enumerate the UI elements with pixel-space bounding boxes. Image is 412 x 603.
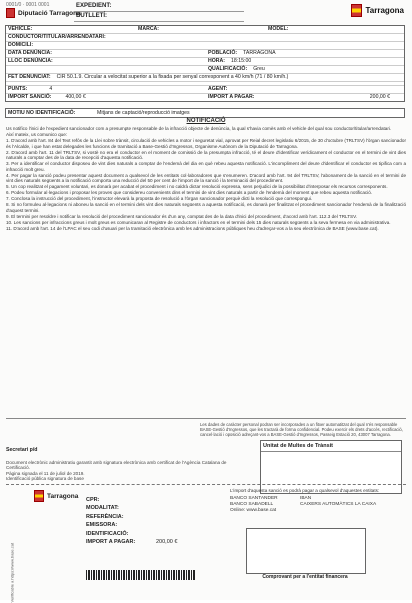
signature-line: Identificació pública signatura de base <box>6 476 84 481</box>
conductor-label: CONDUCTOR/TITULAR/ARRENDATARI: <box>8 34 106 40</box>
denuncia-form <box>5 25 405 102</box>
barcode <box>86 570 196 580</box>
cpr-label: CPR: <box>86 497 100 503</box>
payment-logo: Tarragona <box>34 490 78 502</box>
bank-entry: Online: www.base.cat <box>230 508 277 513</box>
bank-stamp-caption: Comprovant per a l'entitat financera <box>262 574 348 580</box>
identificacio-label: IDENTIFICACIÓ: <box>86 530 129 537</box>
bank-entry: CAIXERS AUTOMÀTICS LA CAIXA <box>300 502 377 507</box>
import-sancio-label: IMPORT SANCIÓ: <box>8 94 52 100</box>
import-pagar-label: IMPORT A PAGAR: <box>208 94 255 100</box>
data-row <box>6 50 404 58</box>
notificacio-paragraph: 4. Per pagar la sanció podeu presentar aquest document a qualsevol de les entitats col·laboradores que s'enumeren. D'acord amb l'art. 94 del TRLTSV, l'abonament de la sanció en el termini de vint dies naturals següents a la notificació comporta una reducció del 50 per cent de l'import de la sanció i la terminació del procediment. <box>6 172 406 183</box>
secretari-title: Secretari p/d <box>6 447 38 453</box>
notificacio-paragraph: 7. Conclosa la instrucció del procediment, l'instructor elevarà la proposta de resolució a l'òrgan sancionador perquè dicti la resolució que correspongui. <box>6 196 313 201</box>
coat-of-arms-icon <box>34 490 44 502</box>
fet-denunciat-value: CIR 50.1.9. Circular a velocitat superior a la fixada per senyal corresponent a 40 km/h (71 / 80 km/h.) <box>56 74 289 80</box>
notificacio-body <box>6 126 406 232</box>
hora-value: 18:15:00 <box>231 58 252 64</box>
import-pagar-label: IMPORT A PAGAR: <box>86 539 136 546</box>
signature-line: Document electrònic administratiu garantit amb signatura electrònica amb certificat de l'Agència Catalana de Certificació. <box>6 459 227 470</box>
bank-list <box>230 496 406 514</box>
signature-line: Pàgina signada el 11 de juliol de 2019. <box>6 470 85 476</box>
bank-entry <box>300 508 406 514</box>
fet-denunciat-label: FET DENUNCIAT: <box>8 74 51 80</box>
punts-label: PUNTS: <box>8 86 28 92</box>
document-reference: 0001/0 · 0001 0001 <box>6 2 50 8</box>
motiu-row <box>5 108 405 118</box>
diputacio-logo: Diputació Tarragona <box>6 8 81 18</box>
notificacio-paragraph: 1. D'acord amb l'art. 84 del Text refós de la Llei sobre trànsit, circulació de vehicles a motor i seguretat vial, aprovat per Reial decret legislatiu 6/2015, de 30 d'octubre (TRLTSV) l'òrgan sancionador és l'Alcalde, i que han estat delegades les funcions de tramitació a Base-Gestió d'Ingressos, Organisme Autònom de la Diputació de Tarragona. <box>6 138 406 149</box>
punts-row <box>6 86 404 94</box>
butlleti-label: BUTLLETÍ: <box>74 12 244 22</box>
hora-label: HORA: <box>208 58 226 64</box>
motiu-label: MOTIU NO IDENTIFICACIÓ: <box>8 110 76 116</box>
expedient-label: EXPEDIENT: <box>74 2 244 12</box>
ajuntament-logo: Tarragona <box>351 4 404 17</box>
bank-stamp-box <box>246 528 366 574</box>
qualificacio-row <box>6 66 404 74</box>
qualificacio-value: Greu <box>253 66 265 72</box>
notificacio-paragraph: 2. D'acord amb l'art. 11 del TRLTSV, si vostè no era el conductor en el moment de comissió de la presumpta infracció, té el deure d'identificar verídicament el conductor en el termini de vint dies naturals a comptar des de la data de recepció d'aquesta notificació. <box>6 149 406 160</box>
vehicle-label: VEHICLE: <box>8 26 33 32</box>
import-pagar-value: 200,00 € <box>156 539 178 546</box>
qualificacio-label: QUALIFICACIÓ: <box>208 66 248 72</box>
coat-of-arms-icon <box>351 4 362 17</box>
bank-entry: IBAN <box>300 496 312 501</box>
lloc-row <box>6 58 404 66</box>
referencia-label: REFERÈNCIA: <box>86 513 124 520</box>
import-row <box>6 94 404 101</box>
bank-entry: BANCO SABADELL <box>230 502 274 507</box>
unitat-multes-box <box>260 440 402 494</box>
motiu-value: Mitjans de captació/reproducció imatges <box>97 110 190 116</box>
punts-value: 4 <box>49 86 53 92</box>
poblacio-label: POBLACIÓ: <box>208 50 238 56</box>
conductor-row <box>6 34 404 42</box>
agent-label: AGENT: <box>208 86 228 92</box>
notificacio-paragraph: Us notifico l'inici de l'expedient sancionador com a presumpte responsable de la infracció objecte de denúncia, la qual s'havia comès amb el vehicle del qual sou conductor/titular/arrendatari. <box>6 126 392 131</box>
notificacio-paragraph: 8. Si no formuleu al·legacions ni aboneu la sanció en el termini dels vint dies naturals següents a aquesta notificació, es donarà per finalitzat el procediment sancionador l'endemà de la finalització d'aquest termini. <box>6 202 406 213</box>
unitat-label: Unitat de Multes de Trànsit <box>261 441 401 452</box>
notificacio-title: NOTIFICACIÓ <box>186 118 226 124</box>
cut-line <box>6 484 406 485</box>
header-box <box>74 2 244 22</box>
payment-fields <box>86 496 177 546</box>
notificacio-paragraph: 5. Un cop realitzat el pagament voluntari, es donarà per acabat el procediment i no caldrà dictar resolució expressa, sens perjudici de la possibilitat d'interposar els recursos corresponents. <box>6 184 388 189</box>
domicili-row <box>6 42 404 50</box>
emissora-label: EMISSORA: <box>86 522 118 529</box>
import-pagar-value: 200,00 € <box>369 94 390 100</box>
notificacio-paragraph: 10. Les sancions per infraccions greus i molt greus es comunicaran al Registre de conductors i infractors en el termini dels 15 dies naturals següents a la seva fermesa en via administrativa. <box>6 219 391 225</box>
notificacio-paragraph: 11. D'acord amb l'art. 14 de l'LPAC el seu codi d'usuari per la tramitació electrònica amb les administracions públiques heu d'adreçar-vos a la seu electrònica de BASE (www.base.cat). <box>6 225 379 231</box>
lloc-denuncia-label: LLOC DENÚNCIA: <box>8 58 53 64</box>
notificacio-paragraph: 6. Podeu formular al·legacions i proposar les proves que considereu convenients dins el termini de vint dies naturals a partir de l'endemà del moment que rebeu aquesta notificació. <box>6 190 373 195</box>
bank-entry: BANCO SANTANDER <box>230 496 278 501</box>
marca-label: MARCA: <box>138 26 160 32</box>
payment-intro: L'import d'aquesta sanció es podrà pagar a qualsevol d'aquestes entitats: <box>230 488 380 493</box>
fet-row <box>6 74 404 82</box>
vehicle-row <box>6 26 404 34</box>
data-denuncia-label: DATA DENÚNCIA: <box>8 50 52 56</box>
payment-entities <box>230 488 406 514</box>
privacy-notice: Les dades de caràcter personal podran ser incorporades a un fitxer automatitzat del qual n'és responsable BASE-Gestió d'Ingressos, que les tractarà de forma confidencial. Podeu exercir els drets d'accés, rectificació, cancel·lació i oposició adreçant-vos a BASE-Gestió d'Ingressos, Passeig Estació 20, 43007 Tarragona. <box>200 422 403 437</box>
notificacio-paragraph: 9. El termini per resoldre i notificar la resolució del procediment sancionador és d'un any, comptat des de la data d'inici del procediment, d'acord amb l'art. 112.3 del TRLTSV. <box>6 213 358 219</box>
notificacio-paragraph: 3. Per a identificar el conductor disposeu de vint dies naturals a comptar de l'endemà del dia en què rebeu aquesta notificació. L'incompliment del deure d'identificar el conductor es tipifica com a infracció molt greu. <box>6 161 406 172</box>
notificacio-paragraph: Així mateix, us comunico que: <box>6 132 68 137</box>
model-label: MODEL: <box>268 26 289 32</box>
verification-side-text: Verificable a https://www.base.cat <box>9 542 15 603</box>
divider <box>6 418 406 419</box>
import-sancio-value: 400,00 € <box>65 94 86 100</box>
coat-of-arms-icon <box>6 8 15 18</box>
poblacio-value: TARRAGONA <box>243 50 276 56</box>
domicili-label: DOMICILI: <box>8 42 34 48</box>
modalitat-label: MODALITAT: <box>86 505 119 512</box>
signature-block <box>6 448 246 482</box>
